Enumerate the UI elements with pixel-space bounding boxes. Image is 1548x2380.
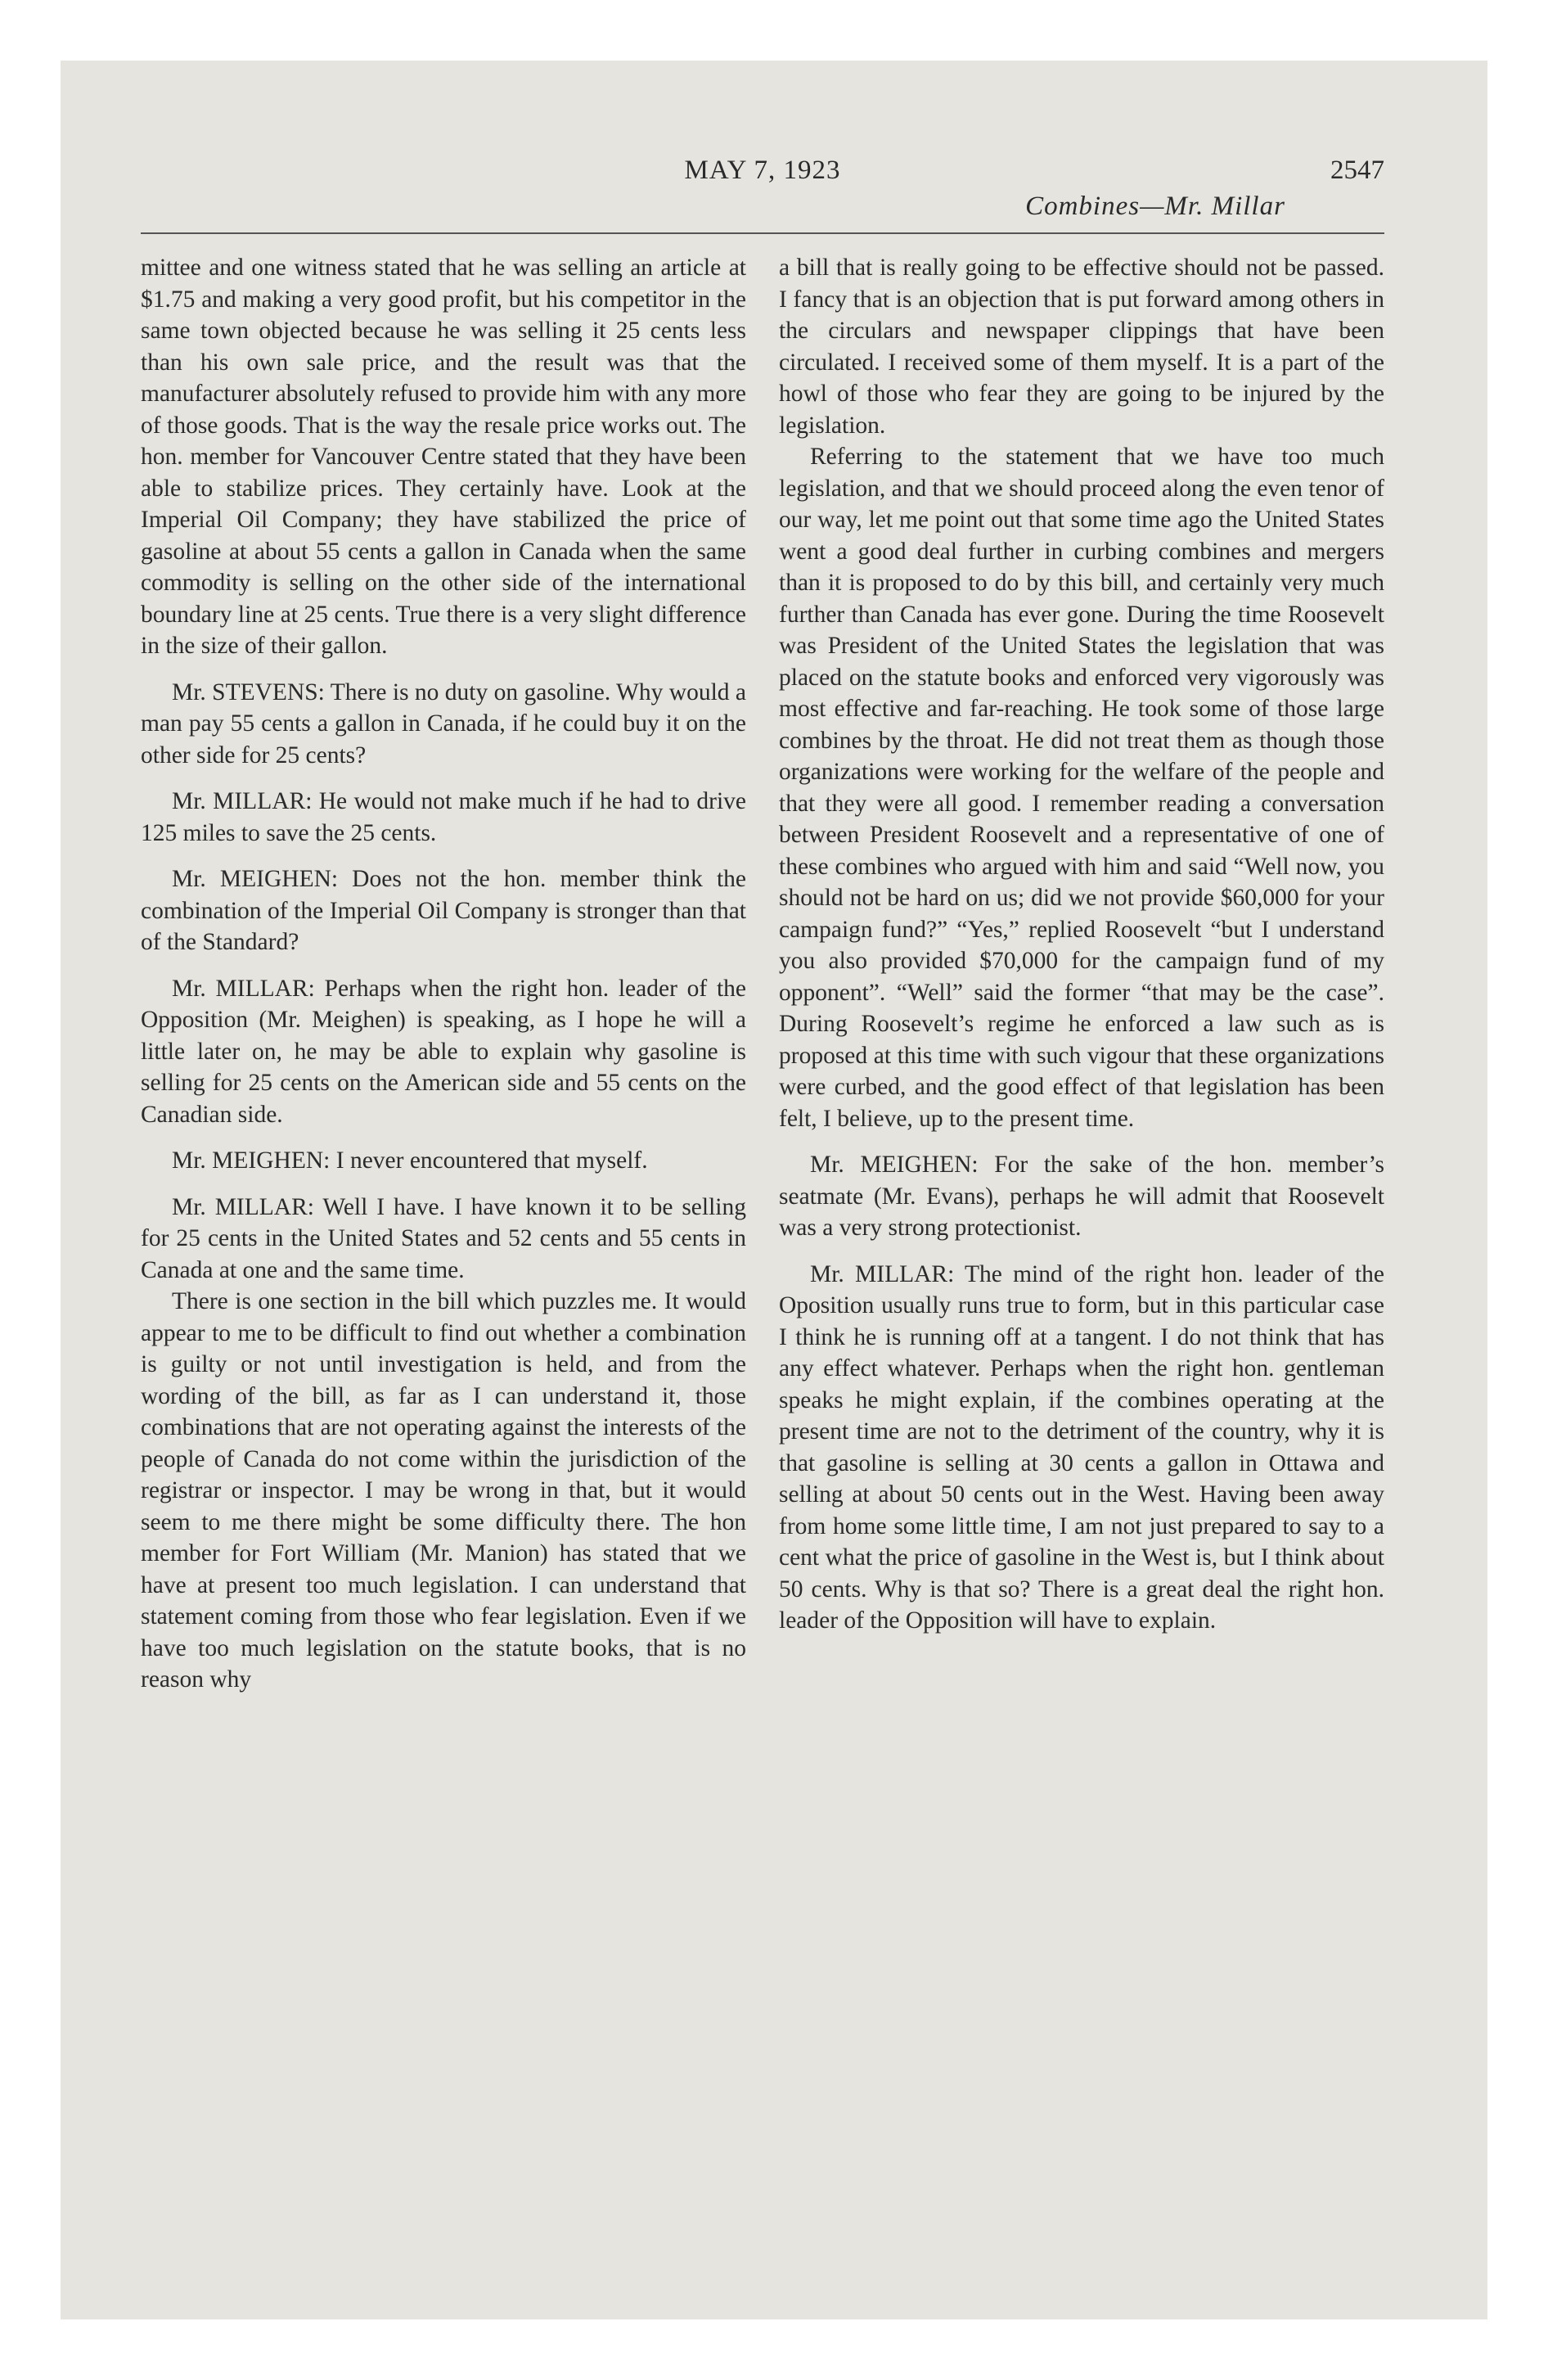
paragraph: There is one section in the bill which puzzles me. It would appear to me to be difficult to find out whether a combination is guilty or not until investigation is held, and from the wording of the bill, as far as I can understand it, those combinations that are not operating against the interests of the people of Canada do not come within the jurisdiction of the registrar or inspector. I may be wrong in that, but it would seem to me there might be some difficulty there. The hon member for Fort William (Mr. Manion) has stated that we have at present too much legislation. I can understand that statement coming from those who fear legislation. Even if we have too much legislation on the statute books, that is no reason why bbox=[141, 1288, 746, 1693]
right-column bbox=[779, 252, 1384, 1696]
page-date: MAY 7, 1923 bbox=[684, 156, 841, 185]
paragraph: a bill that is really going to be effective should not be passed. I fancy that is an objection that is put forward among others in the circulars and newspaper clippings that have been circulated. I received some of them myself. It is a part of the howl of those who fear they are going to be injured by the legislation. bbox=[779, 255, 1384, 439]
left-column bbox=[141, 252, 746, 1696]
paragraph: Mr. MILLAR: The mind of the right hon. leader of the Oposition usually runs true to form, but in this particular case I think he is running off at a tangent. I do not think that has any effect whatever. Perhaps when the right hon. gentleman speaks he might explain, if the combines operating at the present time are not to the detriment of the country, why it is that gasoline is selling at 30 cents a gallon in Ottawa and selling at about 50 cents out in the West. Having been away from home some little time, I am not just prepared to say to a cent what the price of gasoline in the West is, but I think about 50 cents. Why is that so? There is a great deal the right hon. leader of the Opposition will have to explain. bbox=[779, 1260, 1384, 1634]
header-rule bbox=[141, 232, 1384, 234]
page-number: 2547 bbox=[1330, 156, 1384, 185]
paragraph: Mr. MEIGHEN: For the sake of the hon. member’s seatmate (Mr. Evans), perhaps he will admit that Roosevelt was a very strong protectionist. bbox=[779, 1152, 1384, 1241]
running-head bbox=[141, 156, 1384, 231]
paragraph: Mr. MILLAR: Well I have. I have known it to be selling for 25 cents in the United States and 52 cents and 55 cents in Canada at one and the same time. bbox=[141, 1193, 746, 1283]
paragraph: Referring to the statement that we have too much legislation, and that we should proceed along the even tenor of our way, let me point out that some time ago the United States went a good deal further in curbing combines and mergers than it is proposed to do by this bill, and certainly very much further than Canada has ever gone. During the time Roosevelt was President of the United States the legislation that was placed on the statute books and enforced very vigorously was most effective and far-reaching. He took some of those large combines by the throat. He did not treat them as though those organizations were working for the welfare of the people and that they were all good. I remember reading a conversation between President Roosevelt and a representative of one of these combines who argued with him and said “Well now, you should not be hard on us; did we not provide $60,000 for your campaign fund?” “Yes,” replied Roosevelt “but I understand you also provided $70,000 for the campaign fund of my opponent”. “Well” said the former “that may be the case”. During Roosevelt’s regime he enforced a law such as is proposed at this time with such vigour that these organizations were curbed, and the good effect of that legislation has been felt, I believe, up to the present time. bbox=[779, 444, 1384, 1132]
text-columns bbox=[141, 252, 1384, 1696]
paragraph: Mr. MILLAR: He would not make much if he had to drive 125 miles to save the 25 cents. bbox=[141, 788, 746, 846]
paragraph: Mr. MILLAR: Perhaps when the right hon. leader of the Opposition (Mr. Meighen) is speaking, as I hope he will a little later on, he may be able to explain why gasoline is selling for 25 cents on the American side and 55 cents on the Canadian side. bbox=[141, 975, 746, 1128]
paragraph: mittee and one witness stated that he was selling an article at $1.75 and making a very good profit, but his competitor in the same town objected because he was selling it 25 cents less than his own sale price, and the result was that the manufacturer absolutely refused to provide him with any more of those goods. That is the way the resale price works out. The hon. member for Vancouver Centre stated that they have been able to stabilize prices. They certainly have. Look at the Imperial Oil Company; they have stabilized the price of gasoline at about 55 cents a gallon in Canada when the same commodity is selling on the other side of the international boundary line at 25 cents. True there is a very slight difference in the size of their gallon. bbox=[141, 255, 746, 659]
paragraph: Mr. MEIGHEN: Does not the hon. member think the combination of the Imperial Oil Company is stronger than that of the Standard? bbox=[141, 866, 746, 955]
page-topic: Combines—Mr. Millar bbox=[1025, 192, 1285, 221]
hansard-page bbox=[141, 156, 1384, 1696]
paragraph: Mr. STEVENS: There is no duty on gasoline. Why would a man pay 55 cents a gallon in Canada, if he could buy it on the other side for 25 cents? bbox=[141, 678, 746, 769]
paragraph: Mr. MEIGHEN: I never encountered that myself. bbox=[172, 1147, 648, 1174]
